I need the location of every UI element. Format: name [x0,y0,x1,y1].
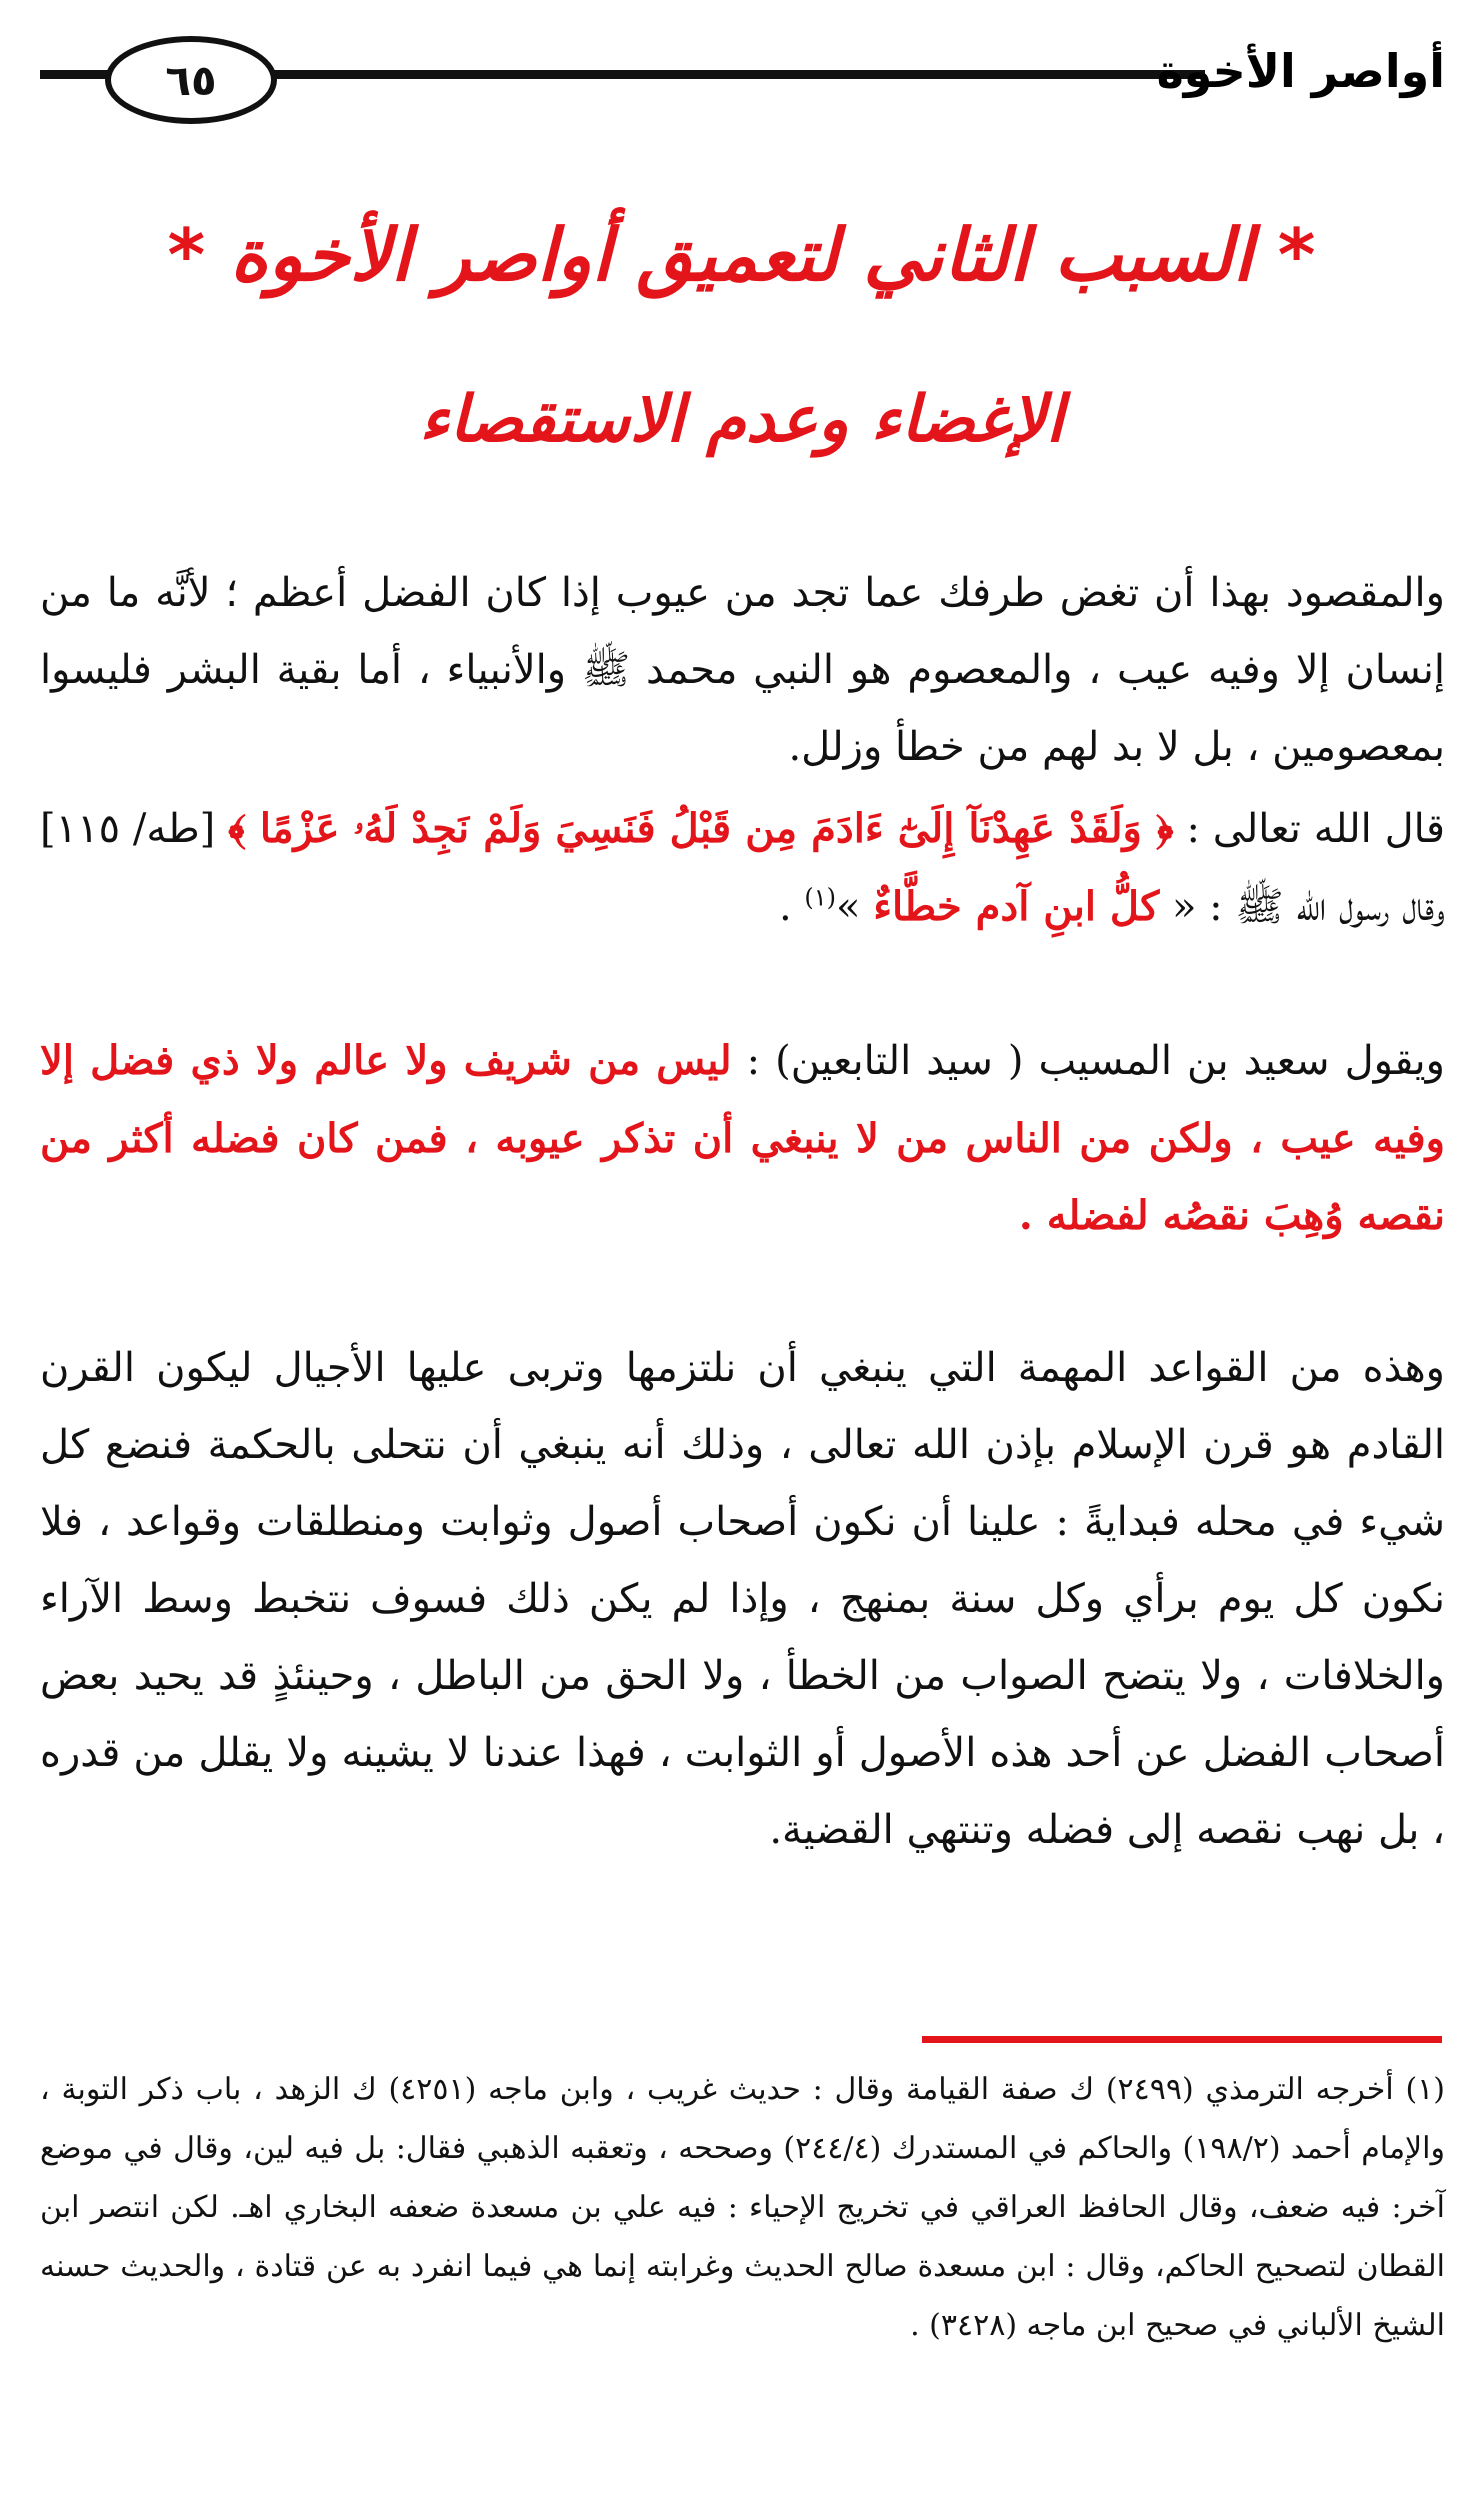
page-number-badge [105,36,277,124]
saying-intro: ويقول سعيد بن المسيب ( سيد التابعين) : [731,1038,1445,1084]
chapter-heading: * السبب الثاني لتعميق أواصر الأخوة * [167,213,1316,297]
footnote: (١) أخرجه الترمذي (٢٤٩٩) ك صفة القيامة وقال : حديث غريب ، وابن ماجه (٤٢٥١) ك الزهد ، باب ذكر التوبة ، والإمام أحمد (١٩٨/٢) والحاكم في المستدرك (٢٤٤/٤) وصححه ، وتعقبه الذهبي فقال: بل فيه لين، وقال في موضع آخر: فيه ضعف، وقال الحافظ العراقي في تخريج الإحياء : فيه علي بن مسعدة ضعفه البخاري اهـ. لكن انتصر ابن القطان لتصحيح الحاكم، وقال : ابن مسعدة صالح الحديث وغرابته إنما هي فيما انفرد به عن قتادة ، والحديث حسنه الشيخ الألباني في صحيح ابن ماجه (٣٤٢٨) . [40,2072,1445,2343]
footnote-marker: (١) [804,883,837,912]
paragraph-saying [40,1022,1445,1254]
chapter-subheading: الإغضاء وعدم الاستقصاء [419,383,1064,457]
hadith-text: كلُّ ابنِ آدم خطَّاءٌ [873,883,1160,930]
paragraph-intro: والمقصود بهذا أن تغض طرفك عما تجد من عيوب إذا كان الفضل أعظم ؛ لأنَّه ما من إنسان إلا وفيه عيب ، والمعصوم هو النبي محمد ﷺ والأنبياء ، أما بقية البشر فليسوا بمعصومين ، بل لا بد لهم من خطأ وزلل. [40,570,1445,770]
quote-line-end: . [778,884,805,930]
saying-quote: ليس من شريف ولا عالم ولا ذي فضل إلا وفيه عيب ، ولكن من الناس من لا ينبغي أن تذكر عيوبه ، فمن كان فضله أكثر من نقصه وُهِبَ نقصُه لفضله . [40,1037,1445,1239]
page-number: ٦٥ [165,55,217,105]
paragraph-rules: وهذه من القواعد المهمة التي ينبغي أن نلتزمها وتربى عليها الأجيال ليكون القرن القادم هو قرن الإسلام بإذن الله تعالى ، وذلك أنه ينبغي أن نتحلى بالحكمة فنضع كل شيء في محله فبدايةً : علينا أن نكون أصحاب أصول وثوابت ومنطلقات وقواعد ، فلا نكون كل يوم برأي وكل سنة بمنهج ، وإذا لم يكن ذلك فسوف نتخبط وسط الآراء والخلافات ، ولا يتضح الصواب من الخطأ ، ولا الحق من الباطل ، وحينئذٍ قد يحيد بعض أصحاب الفضل عن أحد هذه الأصول أو الثوابت ، فهذا عندنا لا يشينه ولا يقلل من قدره ، بل نهب نقصه إلى فضله وتنتهي القضية. [40,1345,1445,1853]
quran-reference: [طه/ ١١٥] [40,806,229,852]
paragraph-quotes [40,790,1445,946]
running-title: أواصر الأخوة [1156,44,1445,98]
footnote-separator [922,2036,1442,2043]
hadith-close: » [836,884,874,930]
quran-intro: قال الله تعالى : [1173,806,1445,852]
hadith-intro: وقال رسول الله ﷺ : « [1159,884,1445,930]
quran-verse: ﴿ وَلَقَدْ عَهِدْنَآ إِلَىٰٓ ءَادَمَ مِن قَبْلُ فَنَسِيَ وَلَمْ نَجِدْ لَهُۥ عَزْمًا ﴾ [228,805,1174,852]
